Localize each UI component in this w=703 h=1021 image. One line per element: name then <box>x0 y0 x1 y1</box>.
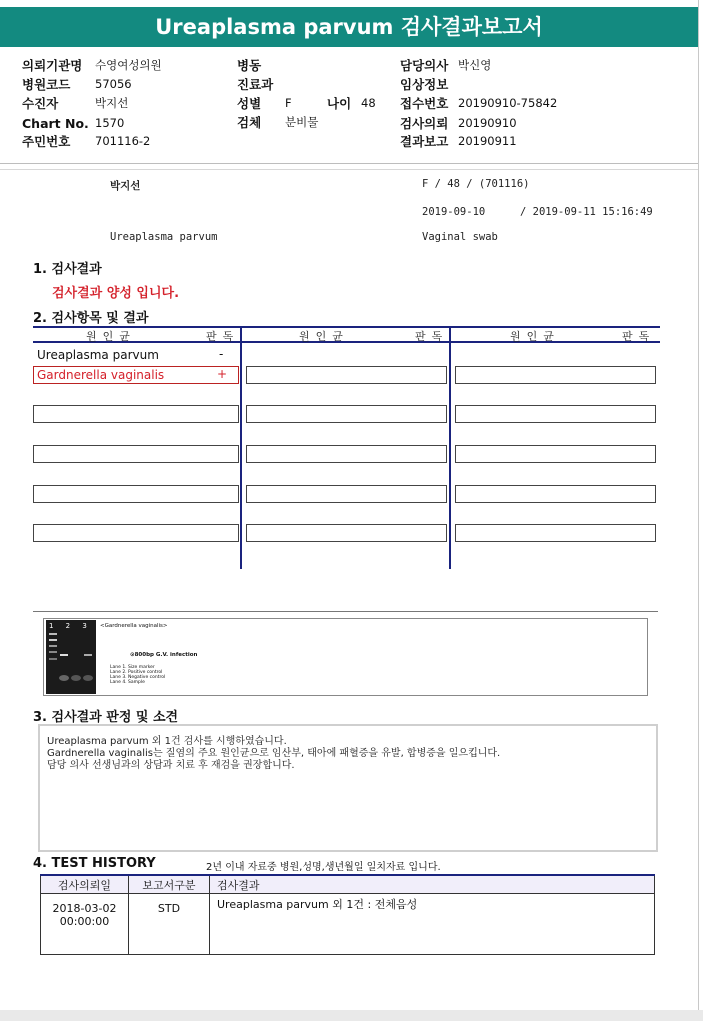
gel-electrophoresis-image <box>46 620 96 694</box>
gel-divider <box>33 611 658 612</box>
summary-sex-age: F / 48 / (701116) <box>422 178 530 190</box>
grid-cell-empty[interactable] <box>246 405 447 423</box>
history-header-type: 보고서구분 <box>129 876 210 894</box>
history-time: 00:00:00 <box>59 915 110 928</box>
request-date-value: 20190910 <box>458 116 517 130</box>
header-report-date <box>400 134 517 150</box>
gel-legend-item: Lane 4. Sample <box>110 680 145 685</box>
history-date: 2018-03-02 <box>52 902 117 915</box>
age-value: 48 <box>361 96 376 110</box>
doctor-label: 담당의사 <box>400 58 449 73</box>
dept-label: 진료과 <box>237 77 274 92</box>
grid-header-judgement-1: 판독 <box>206 330 240 343</box>
grid-cell-empty[interactable] <box>455 366 656 384</box>
history-note: 2년 이내 자료중 병원,성명,생년월일 일치자료 입니다. <box>206 862 441 873</box>
header-hospital <box>22 58 162 74</box>
history-header-row <box>41 876 655 894</box>
chart-no-value: 1570 <box>95 116 125 130</box>
opinion-line: 담당 의사 선생님과의 상담과 치료 후 재검을 권장합니다. <box>47 760 295 771</box>
history-header-date: 검사의뢰일 <box>41 876 129 894</box>
resident-no-value: 701116-2 <box>95 134 151 148</box>
resident-no-label: 주민번호 <box>22 134 71 149</box>
grid-organism-ureaplasma: Ureaplasma parvum <box>37 348 159 362</box>
grid-organism-gardnerella: Gardnerella vaginalis <box>37 368 165 382</box>
history-result: Ureaplasma parvum 외 1건 : 전체음성 <box>210 894 655 955</box>
sex-label: 성별 <box>237 96 262 111</box>
grid-result-gardnerella: + <box>217 367 228 381</box>
grid-cell-empty[interactable] <box>246 445 447 463</box>
specimen-label: 검체 <box>237 115 262 130</box>
gel-band-label: ⊙800bp G.V. infection <box>130 652 198 658</box>
header-doctor <box>400 58 492 74</box>
grid-cell-empty[interactable] <box>246 366 447 384</box>
grid-header-organism-2: 원인균 <box>299 330 349 343</box>
receipt-no-label: 접수번호 <box>400 96 449 111</box>
chart-no-label: Chart No. <box>22 116 89 131</box>
header-divider <box>0 163 698 164</box>
hospital-value: 수영여성의원 <box>95 58 162 72</box>
grid-cell-empty[interactable] <box>455 405 656 423</box>
report-title: Ureaplasma parvum 검사결과보고서 <box>0 7 698 47</box>
table-row[interactable] <box>41 894 655 955</box>
patient-label: 수진자 <box>22 96 59 111</box>
page-top-edge <box>0 169 698 170</box>
history-table <box>40 875 655 955</box>
receipt-no-value: 20190910-75842 <box>458 96 558 110</box>
grid-cell-empty[interactable] <box>455 524 656 542</box>
grid-result-ureaplasma: - <box>219 347 224 361</box>
header-hospital-code <box>22 77 132 93</box>
header-patient <box>22 96 129 112</box>
age-label: 나이 <box>327 96 352 111</box>
grid-cell-empty[interactable] <box>33 445 239 463</box>
header-resident-no <box>22 134 151 150</box>
header-sex-age <box>237 96 376 112</box>
grid-divider-1 <box>240 326 242 569</box>
specimen-value: 분비물 <box>285 115 319 129</box>
header-specimen <box>237 115 319 131</box>
summary-request-date: 2019-09-10 <box>422 206 486 218</box>
grid-cell-empty[interactable] <box>246 524 447 542</box>
request-date-label: 검사의뢰 <box>400 116 449 131</box>
grid-cell-empty[interactable] <box>246 485 447 503</box>
grid-cell-empty[interactable] <box>33 405 239 423</box>
gel-legend <box>110 665 165 685</box>
header-request-date <box>400 116 517 132</box>
header-ward <box>237 58 261 74</box>
grid-cell-empty[interactable] <box>33 524 239 542</box>
summary-specimen: Vaginal swab <box>422 231 498 243</box>
grid-header-organism-1: 원인균 <box>86 330 136 343</box>
sex-value: F <box>285 96 292 110</box>
clinical-info-label: 임상정보 <box>400 77 449 92</box>
history-date-cell <box>41 894 129 955</box>
grid-divider-2 <box>449 326 451 569</box>
grid-header-judgement-3: 판독 <box>622 330 656 343</box>
grid-cell-empty[interactable] <box>455 485 656 503</box>
gel-legend-item: Lane 1. Size marker <box>110 665 155 670</box>
grid-cell-empty[interactable] <box>33 485 239 503</box>
doctor-value: 박신영 <box>458 58 492 72</box>
report-date-label: 결과보고 <box>400 134 449 149</box>
summary-test-name: Ureaplasma parvum <box>110 231 218 243</box>
report-date-value: 20190911 <box>458 134 517 148</box>
header-clinical-info <box>400 77 448 93</box>
grid-header-organism-3: 원인균 <box>510 330 560 343</box>
opinion-line: Gardnerella vaginalis는 질염의 주요 원인균으로 임산부, 태아에 패혈증을 유발, 합병증을 일으킵니다. <box>47 748 501 759</box>
grid-cell-empty[interactable] <box>455 445 656 463</box>
ward-label: 병동 <box>237 58 262 73</box>
history-header-result: 검사결과 <box>210 876 655 894</box>
opinion-line: Ureaplasma parvum 외 1건 검사를 시행하였습니다. <box>47 736 287 747</box>
gel-legend-item: Lane 3. Negative control <box>110 675 166 680</box>
section-4-title: 4. TEST HISTORY <box>33 856 156 871</box>
section-1-title: 1. 검사결과 <box>33 262 102 277</box>
gel-lane-numbers: 1 2 3 4 <box>49 622 109 630</box>
patient-value: 박지선 <box>95 96 129 110</box>
summary-patient-name: 박지선 <box>110 180 141 192</box>
summary-report-datetime: / 2019-09-11 15:16:49 <box>520 206 653 218</box>
history-type: STD <box>129 894 210 955</box>
page-right-edge <box>698 0 699 1010</box>
header-chart-no <box>22 116 125 132</box>
header-receipt-no <box>400 96 558 112</box>
result-positive-text: 검사결과 양성 입니다. <box>52 286 180 301</box>
gel-bands-graphic <box>46 620 96 694</box>
history-top-border <box>40 874 655 876</box>
section-2-title: 2. 검사항목 및 결과 <box>33 311 149 326</box>
hospital-code-value: 57056 <box>95 77 132 91</box>
gel-legend-item: Lane 2. Positive control <box>110 670 163 675</box>
section-3-title: 3. 검사결과 판정 및 소견 <box>33 710 179 725</box>
hospital-label: 의뢰기관명 <box>22 58 83 73</box>
grid-header-judgement-2: 판독 <box>415 330 449 343</box>
header-dept <box>237 77 273 93</box>
hospital-code-label: 병원코드 <box>22 77 71 92</box>
window-bottom-bar <box>0 1010 703 1021</box>
gel-title: <Gardnerella vaginalis> <box>100 623 168 629</box>
